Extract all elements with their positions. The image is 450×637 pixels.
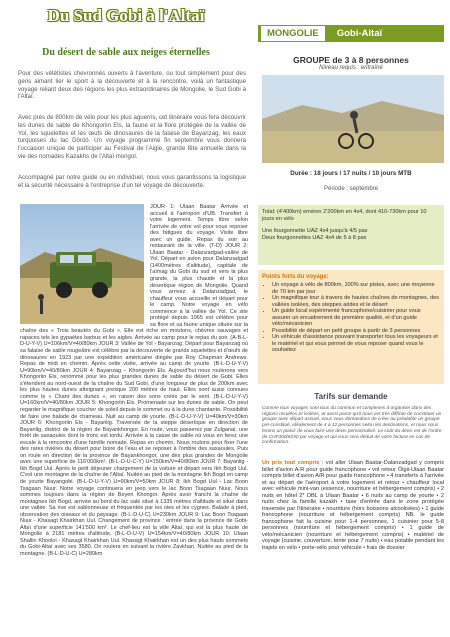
highlight-item: • Un magnifique tour à travers de hautes chaînes de montagnes, des vallées isolées, des steppes arides et le désert [272,295,440,308]
highlights-title: Points forts du voyage: [262,274,329,280]
highlights-box [258,270,444,384]
price-details: : vol aller Ulaan Baatar-Dalanzadgad y compris billet d'avion A-R pour guide francophone • vol retour Ölgii-Ulaan Baatar compris billet d'avion A/R pour guide francophone • 4 transferts à l'arrivée et au départ de l'aéroport à votre logement et retour • chauffeur local avec véhicule mini-van (essence, nourriture et hébergement compris) • 2 nuits en hôtel 2* DBL à Ulaan Baatar • 6 nuits au camp de yourte • 2 nuits chez la famille kazakh • taxe d'entrée dans le zone protégée traversée par l'itinéraire • nourriture (hors boissons alcoolisées) • 1 guide francophone (nourriture et hébergement compris) NB. le guide francophone fait la cuisine pour 1-4 personnes, 1 cuisinier pour 5-8 personnes (nourriture et hébergement compris) • 1 guide de vélo/mécanicien (nourriture et hébergement compris) • matériel de voyage (cuisine, couverture, tente pour 7 nuits) • eau potable pendant les trajets en vélo • porte-vélo pour véhicule • frais de dossier [262,460,444,551]
intro-paragraph-3: Accompagné par notre guide ou en individuel, nous vous garantissons la logistique et la sécurité nécessaire à l'entreprise d'un tel voyage de découverte. [18,174,246,189]
level-required: Niveau requis : entraîné [319,65,383,71]
tarifs-heading: Tarifs sur demande [314,392,388,401]
highlight-item: • Possibilité de départ en petit groupe à partir de 3 personnes [272,328,440,335]
jeep-photo [20,204,146,324]
cyclist-photo [262,75,444,163]
intro-paragraph-1: Pour des vététistes chevronnés ouverts à l'aventure, ou tout simplement pour des gens aimant lier le sport à la découverte et à la rencontre, voilà un fantastique voyage reliant deux des régions les plus extraordinaires de Mongolie, le Sud Gobi à l'Altaï. [18,70,246,101]
highlight-item: • Un véhicule d'assistance pouvant transporter tous les voyageurs et le matériel et qui vous permet de vous reposer quand vous le souhaitez [272,334,440,354]
itinerary-text: JOUR 1: Ulaan Baatar Arrivée et accueil à l'aéroport d'UB. Transfert à votre logement. Temps libre selon l'arrivée de votre vol pour vous reposer des fatigues du voyage. Visite libre avec un guide. Repas du soir au restaurant de la ville. (T-D) JOUR 2: Ulaan Baatar - Dalanzadgad-vallée de Yol. Départ en avion pour Dalanzadgad (1400mètres d'altitude), capitale de l'aïmag du Gobi du sud et vers la plus grande, la plus chaude et la plus désertique région de Mongolie. Quand vous arrivez à Dalanzadgad, le chauffeur vous accueille et départ pour le camp. Notre voyage en vélo commence à la vallée de Yol. Ce site protégé depuis 1965 est célèbre pour sa flore et sa faune unique située sur la chaîne des « Trois beautés du Gobi ». Elle est riche en moutons, chèvres sauvages et rapaces tels les gypaètes barbus et les aigles. Arrivée au camp pour le repas du soir. (A-B-L-D-U-Y-V) U=106km/V=40/80km JOUR 3: Vallée de Yol - Bayanzag. Départ pour Bayanzag où sa falaise de sable rougeâtre est célèbre par la découverte de grands squelettes et d'œufs de dinosaures en 1923 par une expédition américaine dirigée par Roy Chapman Andrews. Repas de midi en chemin. Après cette visite, arrivée au camp de yourte. (B-L-D-U-Y-V) U=90km/V=40/80km JOUR 4: Bayanzag – Khongoriin Els. Aujourd'hui nous roulerons vers Khongoriin Els, renommé pour les plus grandes dunes de sable du désert de Gobi. Elles s'étendent au nord-ouest de la chaîne du Sud Gobi, d'une longueur de plus de 200km avec les plus hautes dunes atteignant presque 200 mètres de haut. Elles sont aussi connues comme le « Chant des dunes », en raison des sons créés par le vent. (B-L-D-U-Y-V) U=160km/V=40/80km JOUR 5: Khongoriin Els. Promenade sur les dunes de sable. On peut regarder le magnifique coucher de soleil depuis le sommet ou à la dune chantante. Possibilité de faire une balade de chameau. Nuit au camp de yourte. (B-L-D-U-Y-V) U=40km/V=30km JOUR 6: Khongoriin Els - Bayanlig. Traversée de la steppe désertique en direction de Bayanlig, district de la région de Bayankhongor. En route, vous passerez par Zulganai, une forêt de saxaoules dont le tronc est tordu. Arrivée à la casse de sable où vous en ferez une escale à la rencontre d'une famille nomade. Repas en chemin. Nous roulons pour fixer l'une des rares rivières du désert pour boire de l'eau et se reposer à l'ombre des saxaoules. Puis on roule en direction de la province de Bayankhongor, une des plus grandes de Mongolie avec une superficie de 116'000km². (B-L-D-U-C-Y) U=150km/V=40/80km JOUR 7: Bayanlig - Ikh Bogd Uul. Après le petit déjeuner chargement de la voiture et départ vers Ikh Bogd Uul. C'est une montagne de la chaîne de l'Altaï. Nuitée au pied de la montagne Ikh Bogd en camp de yourte Bayangobi. (B-L-D-U-Y-V) U=90km/V=50km JOUR 8: Ikh Bogd Uul - Lac Boon Tsagaan Nuur. Notre voyage continuera en jeep vers le lac Boon Tsagaan Nuur. Nous sommes toujours dans la région de Beyen Khongor. Après avoir franchi la chaîne de montagnes Ikh Bogd, arrivée au bord du lac salé situé à 1335 mètres d'altitude et situé dans une vallée. Sa rive est sablonneuse et fréquentée par les oies et les cygnes. Balade à pied, observation des oiseaux et du paysage. (B-L-D-U-C) U=230km JOUR 9: Lac Boon Tsagaan Nuur - Khasagt Khairkhan Uul. Changement de province : entrée dans la province de Gobi-Altaï d'une superficie 141'500 km². Le chef-lieu est la ville Altaï, qui est la plus haute de Mongolie à 2181 mètres d'altitude. (B-L-D-U-V) U=154km/V=40/80km JOUR 10: Ulaan Shallin Khooloi - Khasagt Khairkhan Uul. Khasagt Khairkhan est un des plus hauts sommets du Gobi-Altaï avec ses 3580. On roulera en suivant la rivière Zavkhan. Nuitée au pied de la montagne. (B-L-D-U-C) U=280km [20,204,248,557]
highlight-item: • Un guide local expérimenté francophone/cuisinier pour vous assurer un encadrement de première qualité, et d'un guide vélo/mécanicien [272,308,440,328]
price-included [262,460,444,551]
tarifs-note: Comme tous voyages sont tous du commun et complexes à organiser dans des régions reculées et isolées, et aussi parce qu'il nous est très difficile de constituer un groupe avec départ assuré, nous vous demandons de créer au préalable un groupe pré-constitué, idéalement de 4 à 12 personnes selon les destinations, et nous nous ferons un plaisir de vous faire une devis personnalisé. Le coût du devis est de l'ordre de CHF300/€250 par voyage et qui vous sera déduit de votre facture en cas de confirmation. [262,406,442,446]
intro-paragraph-2: Avec près de 800km de vélo pour les plus aguerris, cet itinéraire vous fera découvrir les dunes de sable de Khongoriin Els, la faune et la flore protégée de la vallée de Yol, les squelettes et les œufs de dinosaures de la falaise de Bayanzag, les eaux turquoises du lac Döröö. Un voyage programmé fin septembre vous donnera l'occasion unique de participer au Festival de l'Aigle, grande fête annuelle dans la vie des nomades Kazakhs de l'Altaï mongol. [18,114,246,160]
group-size: GROUPE de 3 à 8 personnes [293,55,409,65]
page-title: Du Sud Gobi à l'Altaï [47,6,205,25]
region-label: Gobi-Altaï [336,28,383,39]
transport-total: Total: (4'400km) environ 2'200km en 4x4, dont 410-730km pour 10 jours en vélo [262,209,427,222]
transport-van-1: Une fourgonnette UAZ 4x4 jusqu'à 4/5 pax [262,228,368,234]
trip-period: Période : septembre [323,186,379,192]
page-subtitle: Du désert de sable aux neiges éternelles [42,47,210,58]
itinerary-days [20,204,248,558]
transport-info-box [258,205,444,265]
transport-van-2: Deux fourgonnettes UAZ 4x4 de 5 à 8 pax [262,234,367,241]
trip-duration: Durée : 18 jours / 17 nuits / 10 jours MTB [290,170,412,177]
country-label: MONGOLIE [261,26,325,41]
header-band [258,25,444,42]
highlight-item: • Un voyage à vélo de 800km, 100% sur pistes, avec une moyenne de 70 km par jour [272,282,440,295]
price-label: Un prix tout compris [262,460,320,466]
